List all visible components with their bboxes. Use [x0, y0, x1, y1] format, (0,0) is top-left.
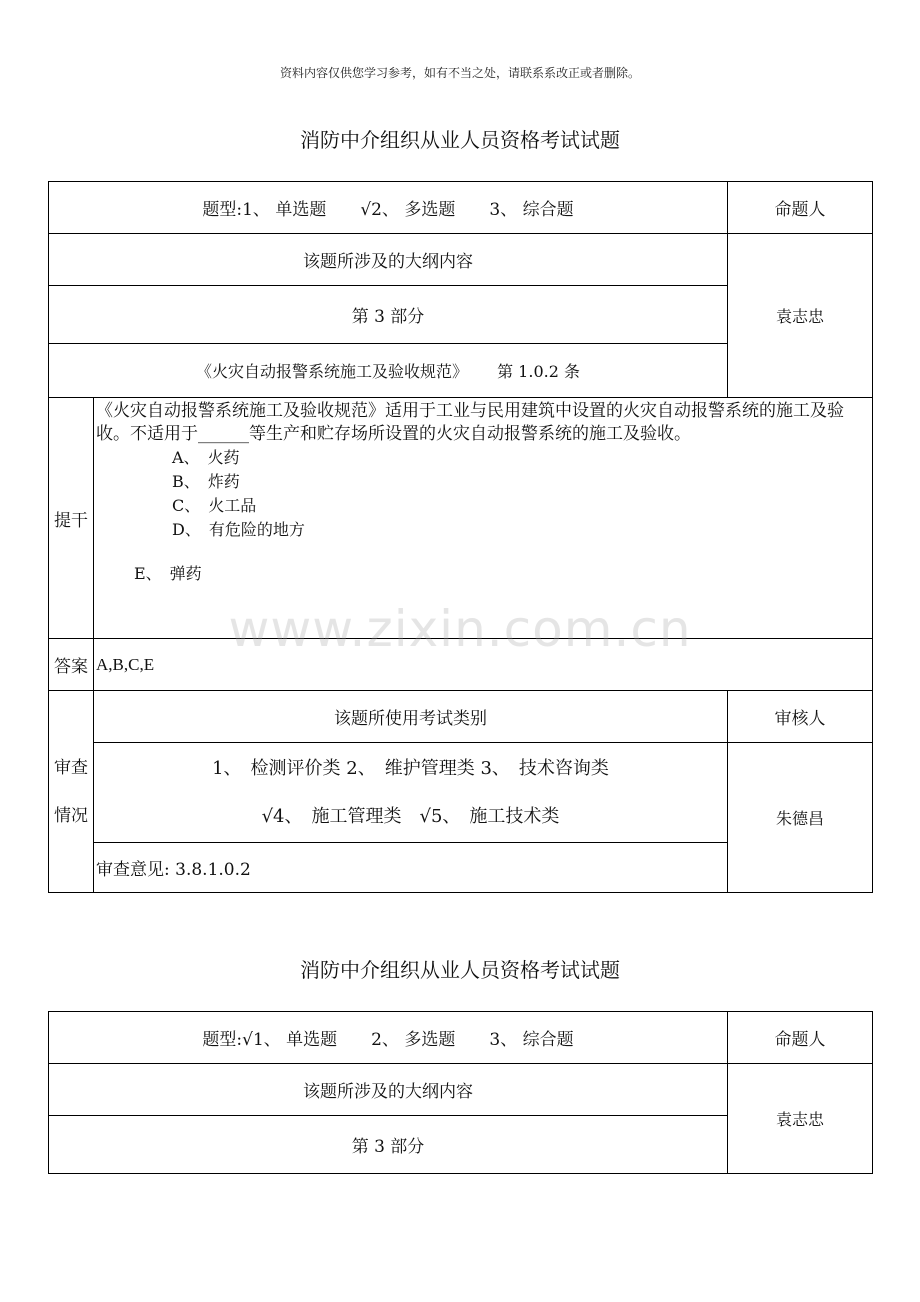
outline-part-2: 第 3 部分 — [49, 1116, 728, 1174]
exam-title-2: 消防中介组织从业人员资格考试试题 — [300, 958, 620, 982]
option-a: A、 火药 — [172, 448, 240, 467]
review-label-line-2: 情况 — [54, 805, 88, 826]
options-list — [96, 446, 870, 542]
categories-line-2: √4、 施工管理类 √5、 施工技术类 — [261, 805, 560, 827]
categories-line-1: 1、 检测评价类 2、 维护管理类 3、 技术咨询类 — [212, 757, 609, 779]
question-type-line-2: 题型:√1、 单选题 2、 多选题 3、 综合题 — [49, 1012, 728, 1064]
author-label-2: 命题人 — [728, 1012, 873, 1064]
disclaimer: 资料内容仅供您学习参考，如有不当之处，请联系系改正或者删除。 — [279, 66, 640, 80]
author-name-2: 袁志忠 — [728, 1064, 873, 1174]
review-label — [49, 691, 94, 893]
watermark: www.zixin.com.cn — [228, 600, 692, 658]
option-b: B、 炸药 — [172, 472, 240, 491]
outline-label-2: 该题所涉及的大纲内容 — [49, 1064, 728, 1116]
review-opinion: 审查意见: 3.8.1.0.2 — [94, 843, 728, 893]
author-name: 袁志忠 — [728, 234, 873, 398]
outline-reference: 《火灾自动报警系统施工及验收规范》 第 1.0.2 条 — [49, 344, 728, 398]
reviewer-label: 审核人 — [728, 691, 873, 743]
outline-part: 第 3 部分 — [49, 286, 728, 344]
question-type-line: 题型:1、 单选题 √2、 多选题 3、 综合题 — [49, 182, 728, 234]
outline-label: 该题所涉及的大纲内容 — [49, 234, 728, 286]
reviewer-name: 朱德昌 — [728, 743, 873, 893]
question-table-2 — [48, 1011, 873, 1174]
author-label: 命题人 — [728, 182, 873, 234]
stem-text: 《火灾自动报警系统施工及验收规范》适用于工业与民用建筑中设置的火灾自动报警系统的施工及验收。不适用于______等生产和贮存场所设置的火灾自动报警系统的施工及验收。 — [96, 401, 844, 444]
option-d: D、 有危险的地方 — [172, 520, 305, 539]
review-label-line-1: 审查 — [54, 757, 88, 778]
exam-title-1: 消防中介组织从业人员资格考试试题 — [300, 128, 620, 152]
answer-value: A,B,C,E — [94, 639, 873, 691]
stem-label: 提干 — [49, 398, 94, 639]
exam-categories — [94, 743, 728, 843]
exam-category-label: 该题所使用考试类别 — [94, 691, 728, 743]
option-c: C、 火工品 — [172, 496, 257, 515]
answer-label: 答案 — [49, 639, 94, 691]
option-e: E、 弹药 — [134, 564, 202, 583]
question-stem — [94, 398, 873, 639]
question-table-1 — [48, 181, 873, 893]
